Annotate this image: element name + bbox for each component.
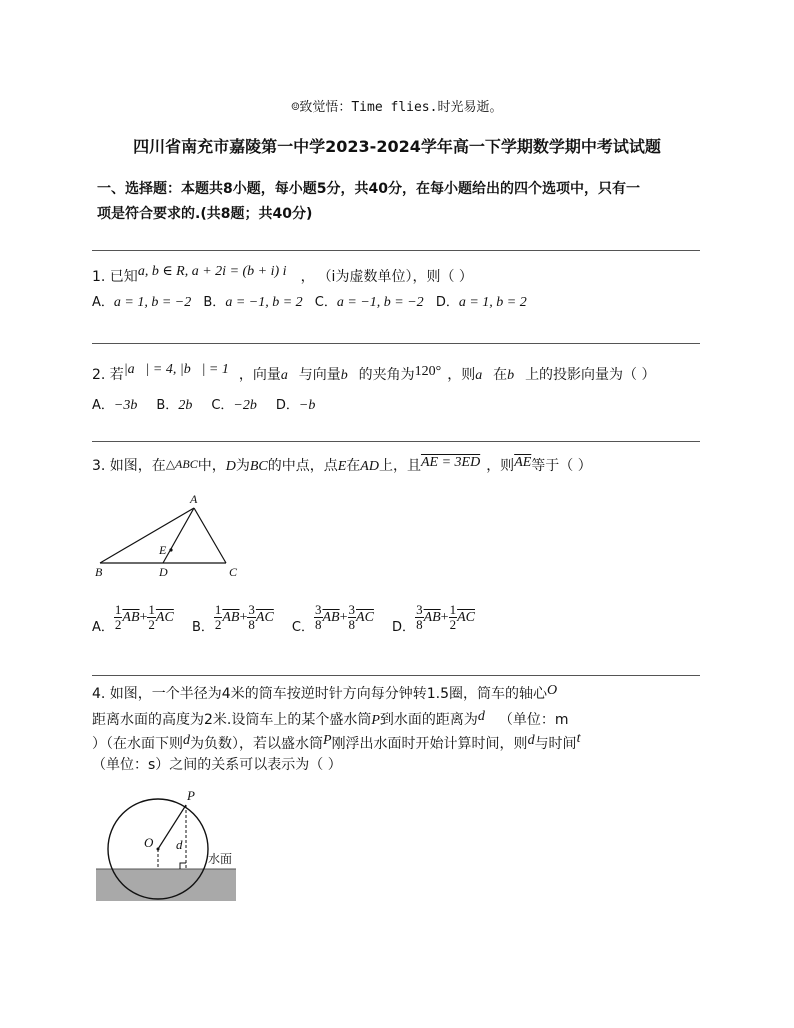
q2-vec-b: b⃗ xyxy=(507,368,526,383)
q4-var-d: d xyxy=(477,709,485,724)
q3-option-c[interactable]: C． xyxy=(291,620,314,635)
question-4-line3 xyxy=(92,733,580,753)
water-label: 水面 xyxy=(208,852,233,866)
q4-point-p: P xyxy=(323,733,332,748)
section-heading-line2: 项是符合要求的.(共8题；共40分) xyxy=(97,206,313,222)
label-a: A xyxy=(190,492,198,506)
q3-triangle: △ABC xyxy=(165,457,198,471)
q4-point-o: O xyxy=(546,683,558,698)
question-2 xyxy=(92,364,656,384)
q3-vec-ae: $\overline{AE}$ xyxy=(514,455,532,470)
q4-var-d: d xyxy=(183,733,190,748)
q1-option-a[interactable]: A．a = 1, b = −2 xyxy=(92,295,192,310)
q3-text: 为 xyxy=(235,458,250,474)
q2-text: 上的投影向量为（ ） xyxy=(525,367,656,383)
q2-text: ，则 xyxy=(447,367,476,383)
q3-text: 中， xyxy=(197,458,226,474)
q4-var-d: d xyxy=(527,733,535,748)
q3-segment-ad: AD xyxy=(360,459,379,474)
question-4-line4: （单位：s）之间的关系可以表示为（ ） xyxy=(92,757,342,773)
q3-prefix: 3. 如图，在 xyxy=(92,458,166,474)
q3-text: ，则 xyxy=(486,458,515,474)
q2-text: 与向量 xyxy=(298,367,341,383)
q3-text: 等于（ ） xyxy=(531,458,592,474)
question-4-line2 xyxy=(92,709,569,729)
q3-option-b[interactable]: B． xyxy=(191,620,214,635)
q1-sep: ， xyxy=(300,269,315,285)
label-p: P xyxy=(187,788,195,803)
q4-var-t: t xyxy=(576,731,581,746)
section-heading-line1: 一、选择题：本题共8小题，每小题5分，共40分，在每小题给出的四个选项中，只有一 xyxy=(97,181,640,197)
q2-condition: |a⃗| = 4, |b⃗| = 1 xyxy=(123,362,229,377)
question-4-line1 xyxy=(92,683,557,703)
q1-options xyxy=(92,291,527,311)
q3-text: 的中点，点 xyxy=(267,458,338,474)
q1-paren: （i为虚数单位），则（ ） xyxy=(324,269,473,285)
q3-equation: AE = 3ED xyxy=(420,455,481,470)
label-c: C xyxy=(229,565,238,579)
q2-angle: 120° xyxy=(414,364,442,379)
label-e: E xyxy=(159,543,167,557)
q1-option-b[interactable]: B．a = −1, b = 2 xyxy=(203,295,303,310)
q4-text: 距离水面的高度为2米.设筒车上的某个盛水筒 xyxy=(92,712,372,728)
page-title: 四川省南充市嘉陵第一中学2023-2024学年高一下学期数学期中考试试题 xyxy=(133,137,661,156)
label-d: D xyxy=(159,565,168,579)
motto: ☺致觉悟：Time flies.时光易逝。 xyxy=(291,100,503,115)
q4-text: （单位：m xyxy=(498,712,569,728)
q2-vec-a: a⃗ xyxy=(280,368,299,383)
divider xyxy=(92,675,700,676)
q4-text: 为负数），若以盛水筒 xyxy=(190,736,323,752)
water-area xyxy=(96,869,236,901)
q4-text: 与时间 xyxy=(534,736,577,752)
question-3 xyxy=(92,455,592,475)
q1-option-d[interactable]: D．a = 1, b = 2 xyxy=(435,295,527,310)
q3-option-d[interactable]: D． xyxy=(392,620,416,635)
q2-option-c[interactable]: C．−2b⃗ xyxy=(211,398,268,413)
question-1 xyxy=(92,266,473,286)
triangle-figure xyxy=(90,490,250,582)
q4-text: ）（在水面下则 xyxy=(92,736,183,752)
q1-prefix: 1. 已知 xyxy=(92,269,138,285)
q4-point-p: P xyxy=(371,713,380,728)
q2-option-d[interactable]: D．−b⃗ xyxy=(275,398,327,413)
q2-text: 的夹角为 xyxy=(358,367,415,383)
q2-option-b[interactable]: B．2b⃗ xyxy=(156,398,204,413)
label-b: B xyxy=(95,565,103,579)
q2-text: 在 xyxy=(493,367,508,383)
q2-text: ，向量 xyxy=(238,367,281,383)
divider xyxy=(92,343,700,344)
q2-vec-b: b⃗ xyxy=(340,368,359,383)
label-o: O xyxy=(144,835,154,850)
divider xyxy=(92,250,700,251)
q1-option-c[interactable]: C．a = −1, b = −2 xyxy=(314,295,424,310)
q3-segment-bc: BC xyxy=(249,459,268,474)
water-wheel-figure xyxy=(92,787,252,909)
q3-options: A． $\frac{1}{2}$ $\overline{AB}+$ $\frac{1}{2}$ $\overline{AC}$ B． $\frac{1}{2}$ $\overline{AB}+$ $\frac{3}{8}$ $\overline{AC}$ C． $\frac{3}{8}$ $\overline{AB}+$ $\frac{3}{8}$ $\overline{AC}$ D． $\frac{3}{8}$ $\overline{AB}+$ $\frac{1}{2}$ $\overline{AC}$ xyxy=(92,602,475,635)
q4-text: 到水面的距离为 xyxy=(379,712,478,728)
q1-condition: a, b ∈ R, a + 2i = (b + i) i xyxy=(137,264,287,279)
q4-text: 4. 如图，一个半径为4米的筒车按逆时针方向每分钟转1.5圈，筒车的轴心 xyxy=(92,686,547,702)
q2-prefix: 2. 若 xyxy=(92,367,124,383)
q3-text: 在 xyxy=(346,458,361,474)
q3-point-d: D xyxy=(225,459,236,474)
q2-option-a[interactable]: A．−3b⃗ xyxy=(92,398,149,413)
q2-options xyxy=(92,394,326,414)
label-d: d xyxy=(176,837,183,852)
q3-text: 上，且 xyxy=(378,458,421,474)
q2-vec-a: a⃗ xyxy=(475,368,494,383)
q3-point-e: E xyxy=(337,459,347,474)
q4-text: 刚浮出水面时开始计算时间，则 xyxy=(331,736,528,752)
divider xyxy=(92,441,700,442)
q3-option-a[interactable]: A． xyxy=(92,620,114,635)
